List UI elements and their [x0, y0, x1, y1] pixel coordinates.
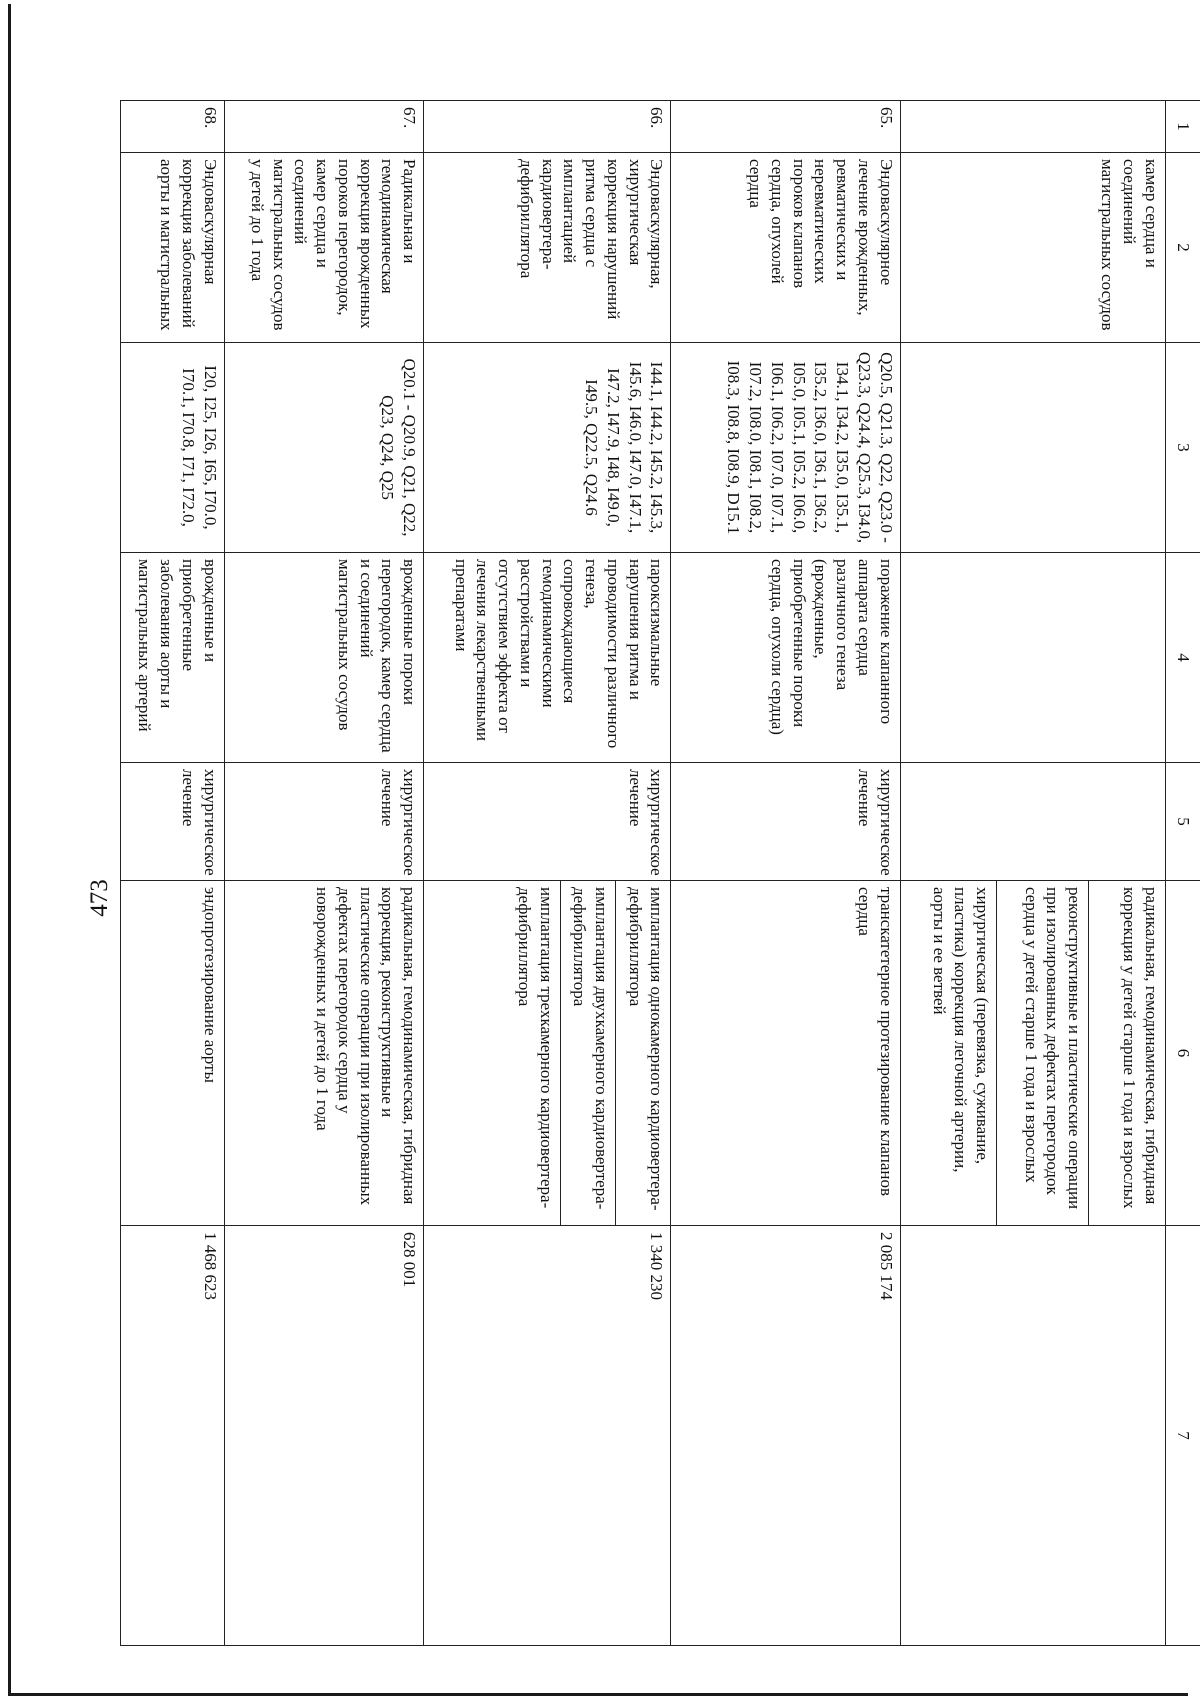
table-row: [424, 101, 671, 1646]
methods-list: [494, 881, 670, 1225]
row-cost: 628 001: [224, 1226, 423, 1646]
row-codes: Q20.5, Q21.3, Q22, Q23.0 - Q23.3, Q24.4, Q25.3, I34.0, I34.1, I34.2, I35.0, I35.1, I35.2, I36.0, I36.1, I36.2, I05.0, I05.1, I05.2, I06.0, I06.1, I06.2, I07.0, I07.1, I07.2, I08.0, I08.1, I08.2, I08.3, I08.8, I08.9, D15.1: [671, 343, 900, 553]
row-codes: Q20.1 - Q20.9, Q21, Q22, Q23, Q24, Q25: [224, 343, 423, 553]
row-methods: [671, 881, 900, 1226]
header-cell: 4: [1165, 553, 1200, 763]
table-row: [900, 101, 1165, 1646]
row-treatment: [900, 763, 1165, 881]
row-treatment: хирургическое лечение: [121, 763, 225, 881]
row-diagnosis: поражение клапанного аппарата сердца различного генеза (врожденные, приобретенные пороки сердца, опухоли сердца): [671, 553, 900, 763]
header-cell: 2: [1165, 153, 1200, 343]
row-methods: [224, 881, 423, 1226]
row-name: камер сердца и соединений магистральных сосудов: [900, 153, 1165, 343]
row-treatment: хирургическое лечение: [424, 763, 671, 881]
row-number: [900, 101, 1165, 153]
table-row: [224, 101, 423, 1646]
row-name: Радикальная и гемодинамическая коррекция врожденных пороков перегородок, камер сердца и соединений магистральных сосудов у детей до 1 года: [224, 153, 423, 343]
row-number: 66.: [424, 101, 671, 153]
method-item: реконструктивные и пластические операции при изолированных дефектах перегородок сердца у детей старше 1 года и взрослых: [997, 881, 1089, 1225]
method-item: эндопротезирование аорты: [200, 887, 220, 1083]
row-number: 68.: [121, 101, 225, 153]
header-cell: 6: [1165, 881, 1200, 1226]
row-methods: [900, 881, 1165, 1226]
header-cell: 1: [1165, 101, 1200, 153]
methods-list: [925, 881, 1165, 1225]
method-item: имплантация трехкамерного кардиовертера-дефибриллятора: [515, 887, 556, 1209]
row-cost: 1 468 623: [121, 1226, 225, 1646]
method-item: имплантация двухкамерного кардиовертера-дефибриллятора: [560, 881, 615, 1225]
header-cell: 3: [1165, 343, 1200, 553]
page-number: 473: [86, 879, 113, 917]
method-item: имплантация однокамерного кардиовертера-дефибриллятора: [615, 881, 670, 1225]
methods-list: [308, 881, 423, 1225]
row-name: Эндоваскулярное лечение врожденных, ревматических и неревматических пороков клапанов сердца, опухолей сердца: [671, 153, 900, 343]
method-item: радикальная, гемодинамическая, гибридная коррекция у детей старше 1 года и взрослых: [1089, 881, 1165, 1225]
rotated-table-wrapper: [120, 100, 1200, 1645]
row-codes: [900, 343, 1165, 553]
row-codes: I20, I25, I26, I65, I70.0, I70.1, I70.8, I71, I72.0,: [121, 343, 225, 553]
table-row: [671, 101, 900, 1646]
row-diagnosis: [900, 553, 1165, 763]
row-codes: I44.1, I44.2, I45.2, I45.3, I45.6, I46.0, I47.0, I47.1, I47.2, I47.9, I48, I49.0, I49.5, Q22.5, Q24.6: [424, 343, 671, 553]
row-diagnosis: врожденные и приобретенные заболевания аорты и магистральных артерий: [121, 553, 225, 763]
services-table: [120, 100, 1200, 1646]
row-methods: [121, 881, 225, 1226]
row-name: Эндоваскулярная коррекция заболеваний аорты и магистральных: [121, 153, 225, 343]
row-cost: 1 340 230: [424, 1226, 671, 1646]
methods-list: [196, 881, 224, 1225]
header-row: [1165, 101, 1200, 1646]
method-item: хирургическая (перевязка, суживание, пластика) коррекция легочной артерии, аорты и ее ветвей: [929, 887, 993, 1173]
row-cost: [900, 1226, 1165, 1646]
row-treatment: хирургическое лечение: [671, 763, 900, 881]
row-methods: [424, 881, 671, 1226]
row-diagnosis: врожденные пороки перегородок, камер сердца и соединений магистральных сосудов: [224, 553, 423, 763]
row-number: 67.: [224, 101, 423, 153]
row-number: 65.: [671, 101, 900, 153]
row-cost: 2 085 174: [671, 1226, 900, 1646]
row-name: Эндоваскулярная, хирургическая коррекция нарушений ритма сердца с имплантацией кардиовертера-дефибриллятора: [424, 153, 671, 343]
table-row: [121, 101, 225, 1646]
methods-list: [850, 881, 900, 1225]
row-treatment: хирургическое лечение: [224, 763, 423, 881]
row-diagnosis: пароксизмальные нарушения ритма и проводимости различного генеза, сопровождающиеся гемодинамическими расстройствами и отсутствием эффекта от лечения лекарственными препаратами: [424, 553, 671, 763]
method-item: радикальная, гемодинамическая, гибридная коррекция, реконструктивные и пластические операции при изолированных дефектах перегородок сердца у новорожденных и детей до 1 года: [313, 887, 420, 1206]
header-cell: 7: [1165, 1226, 1200, 1646]
method-item: транскатетерное протезирование клапанов сердца: [854, 887, 896, 1197]
header-cell: 5: [1165, 763, 1200, 881]
